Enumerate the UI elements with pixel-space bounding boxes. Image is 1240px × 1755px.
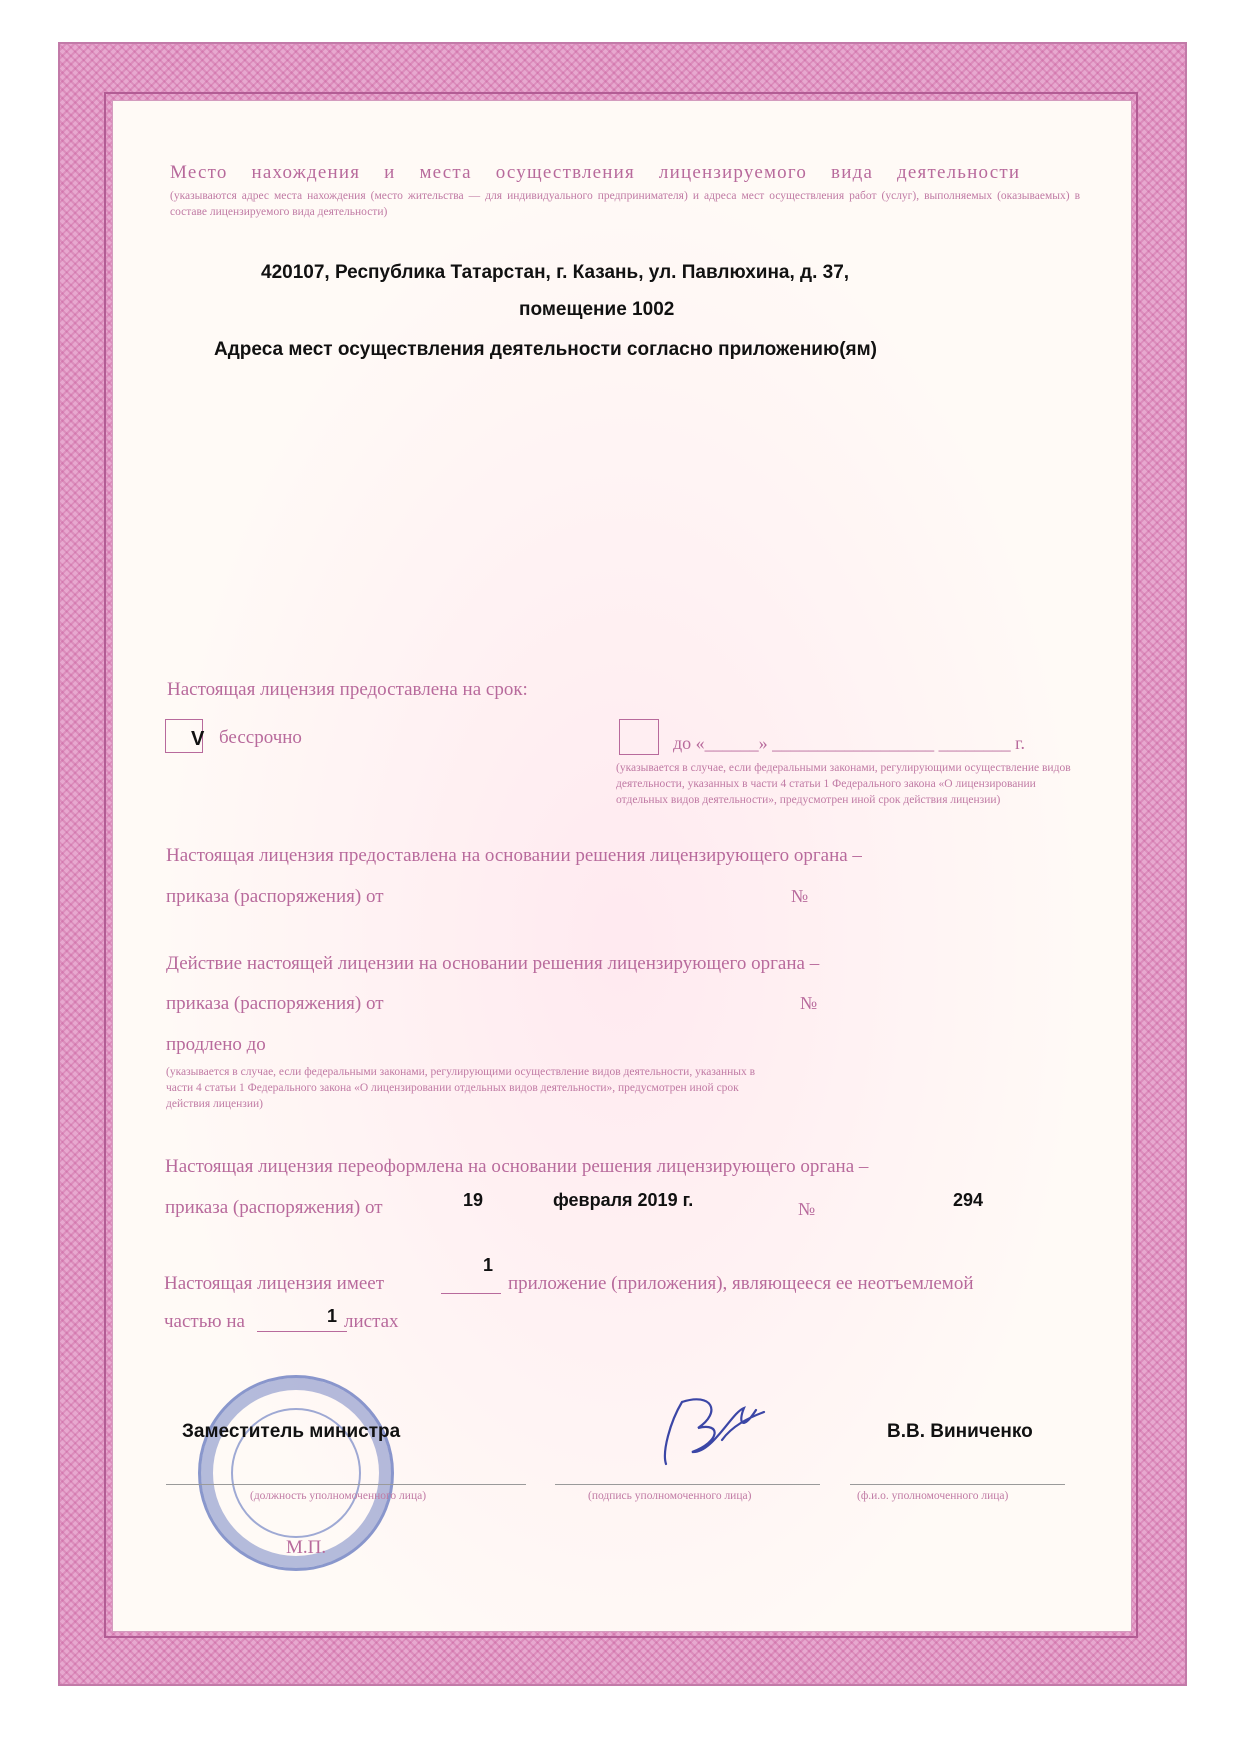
address-line-2: помещение 1002 — [519, 299, 675, 320]
perpetual-check-mark: V — [191, 728, 205, 750]
signature-line — [555, 1484, 820, 1485]
location-note: (указываются адрес места нахождения (место жительства — для индивидуального предпринимателя) и адреса мест осуществления работ (услуг), выполняемых (оказываемых) в составе лицензируемого вида деятельности) — [170, 190, 1080, 218]
appendix-line-2-start: частью на — [164, 1311, 245, 1332]
handwritten-signature — [652, 1382, 772, 1472]
appendix-sheets: 1 — [327, 1306, 338, 1326]
signatory-name: В.В. Виниченко — [887, 1421, 1033, 1442]
perpetual-label: бессрочно — [219, 727, 302, 748]
appendix-line-1-start: Настоящая лицензия имеет — [164, 1273, 385, 1294]
term-heading: Настоящая лицензия предоставлена на срок: — [167, 679, 528, 700]
reissue-number: 294 — [953, 1190, 984, 1210]
reissue-day: 19 — [463, 1190, 484, 1210]
reissue-month-year: февраля 2019 г. — [553, 1190, 694, 1210]
caption-position: (должность уполномоченного лица) — [250, 1490, 427, 1502]
caption-name: (ф.и.о. уполномоченного лица) — [857, 1490, 1009, 1502]
extension-line-3: продлено до — [166, 1034, 266, 1055]
until-label: до «______» __________________ ________ г. — [673, 733, 1026, 753]
address-line-1: 420107, Республика Татарстан, г. Казань, ул. Павлюхина, д. 37, — [261, 262, 850, 283]
appendix-line-2-end: листах — [344, 1311, 399, 1332]
appendix-sheets-line — [257, 1331, 347, 1332]
reissue-line-2: приказа (распоряжения) от — [165, 1197, 383, 1218]
address-line-3: Адреса мест осуществления деятельности согласно приложению(ям) — [214, 339, 877, 360]
extension-line-1: Действие настоящей лицензии на основании решения лицензирующего органа – — [166, 953, 820, 974]
name-line — [850, 1484, 1065, 1485]
position-line — [166, 1484, 526, 1485]
appendix-count-line — [441, 1293, 501, 1294]
grant-line-1: Настоящая лицензия предоставлена на основании решения лицензирующего органа – — [166, 845, 862, 866]
extension-note: (указывается в случае, если федеральными законами, регулирующими осуществление видов деятельности, указанных в части 4 статьи 1 Федерального закона «О лицензировании отдельных видов деятельности», предусмотрен иной срок действия лицензии) — [166, 1066, 756, 1110]
signatory-position: Заместитель министра — [182, 1421, 401, 1442]
reissue-line-1: Настоящая лицензия переоформлена на основании решения лицензирующего органа – — [165, 1156, 869, 1177]
grant-number-sign: № — [791, 886, 809, 906]
location-heading: Место нахождения и места осуществления лицензируемого вида деятельности — [170, 162, 1021, 183]
appendix-count: 1 — [483, 1255, 494, 1275]
grant-line-2: приказа (распоряжения) от — [166, 886, 384, 907]
until-checkbox[interactable] — [619, 719, 659, 755]
caption-signature: (подпись уполномоченного лица) — [588, 1490, 752, 1502]
reissue-number-sign: № — [798, 1199, 816, 1219]
extension-number-sign: № — [800, 993, 818, 1013]
extension-line-2: приказа (распоряжения) от — [166, 993, 384, 1014]
until-note: (указывается в случае, если федеральными законами, регулирующими осуществление видов деятельности, указанных в части 4 статьи 1 Федерального закона «О лицензировании отдельных видов деятельности», предусмотрен иной срок действия лицензии) — [616, 762, 1071, 806]
appendix-line-1-end: приложение (приложения), являющееся ее неотъемлемой — [508, 1273, 974, 1294]
seal-place-label: М.П. — [286, 1537, 327, 1558]
